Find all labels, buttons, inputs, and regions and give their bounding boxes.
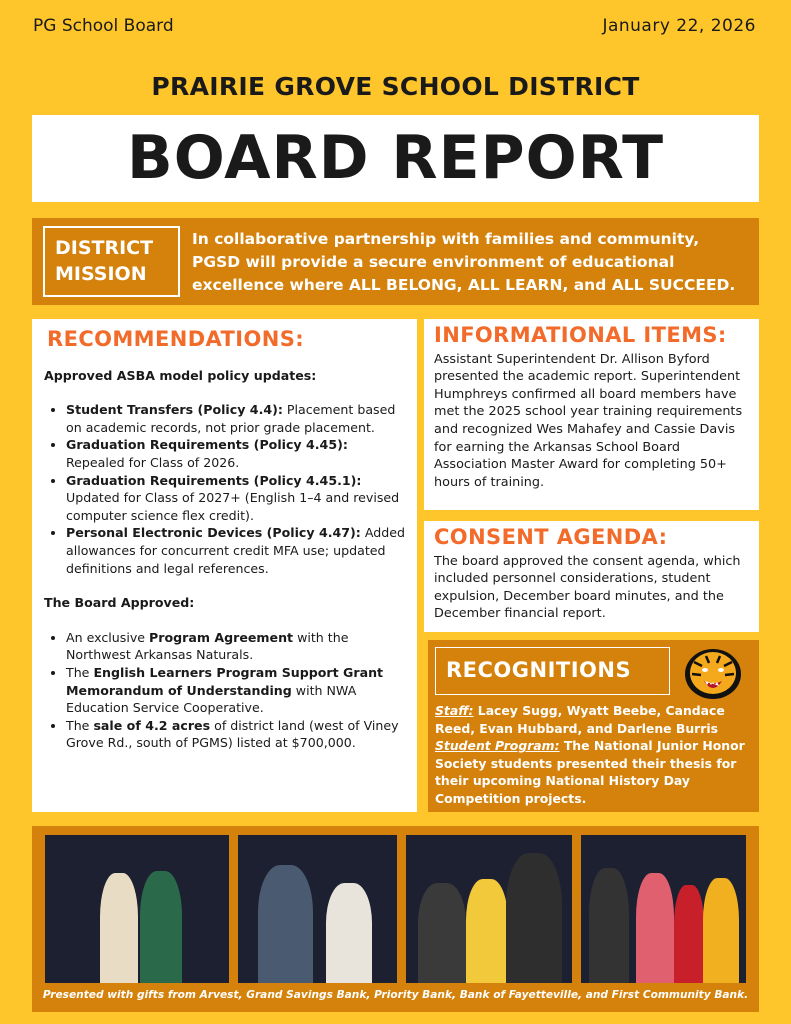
recognition-photo-2: [238, 835, 397, 983]
approved-item: [66, 664, 405, 717]
mission-text: In collaborative partnership with families and community, PGSD will provide a secure environment of educational excellence where ALL BELONG, ALL LEARN, and ALL SUCCEED.: [192, 230, 736, 294]
policy-heading: Approved ASBA model policy updates:: [44, 367, 317, 383]
consent-heading: CONSENT AGENDA:: [434, 525, 668, 549]
approved-post: with NWA Education Service Cooperative.: [66, 682, 357, 716]
tiger-mascot-icon: [684, 648, 742, 700]
informational-heading: INFORMATIONAL ITEMS:: [434, 323, 727, 347]
mission-label-line2: MISSION: [55, 263, 147, 285]
recognition-photo-1: [45, 835, 229, 983]
recognitions-panel: [428, 640, 759, 812]
recognitions-text: [435, 702, 755, 808]
approved-pre: The: [66, 717, 94, 733]
approved-pre: An exclusive: [66, 629, 150, 645]
approved-pre: The: [66, 664, 94, 680]
recommendations-heading: RECOMMENDATIONS:: [47, 327, 305, 351]
approved-heading: The Board Approved:: [44, 595, 195, 611]
consent-text: The board approved the consent agenda, which included personnel considerations, student expulsion, December board minutes, and the December financial report.: [434, 553, 741, 622]
policy-item: [66, 401, 405, 436]
mission-label-line1: DISTRICT: [55, 237, 154, 259]
policy-name: Personal Electronic Devices (Policy 4.47):: [66, 525, 361, 541]
policy-detail: Updated for Class of 2027+ (English 1–4 and revised computer science flex credit).: [66, 490, 400, 523]
photo-strip: [32, 826, 759, 1012]
report-date: January 22, 2026: [602, 16, 756, 36]
informational-text: Assistant Superintendent Dr. Allison Byford presented the academic report. Superintendent Humphreys confirmed all board members have met the 2025 school year training requirements and recognized Wes Mahafey and Cassie Davis for earning the Arkansas School Board Association Master Award for completing 50+ hours of training.: [434, 351, 743, 490]
approved-bold: sale of 4.2 acres: [93, 717, 211, 733]
policy-list: [66, 401, 405, 577]
policy-item: [66, 524, 405, 577]
informational-panel: [424, 319, 759, 510]
approved-bold: English Learners Program Support Grant Memorandum of Understanding: [66, 664, 384, 698]
policy-name: Student Transfers (Policy 4.4):: [66, 402, 283, 418]
staff-names: Lacey Sugg, Wyatt Beebe, Candace Reed, Evan Hubbard, and Darlene Burris: [435, 703, 725, 736]
district-name: PRAIRIE GROVE SCHOOL DISTRICT: [151, 72, 640, 101]
policy-item: [66, 472, 405, 525]
approved-item: [66, 717, 405, 752]
policy-name: Graduation Requirements (Policy 4.45):: [66, 437, 348, 453]
approved-item: [66, 629, 405, 664]
photo-caption: Presented with gifts from Arvest, Grand Savings Bank, Priority Bank, Bank of Fayetteville, and First Community Bank.: [42, 989, 749, 1001]
approved-list: [66, 629, 405, 752]
policy-detail: Added allowances for concurrent credit MFA use; updated definitions and legal references.: [66, 525, 405, 576]
org-name: PG School Board: [33, 16, 174, 36]
staff-label: Staff:: [435, 703, 474, 718]
recognition-photo-3: [406, 835, 572, 983]
mission-label: [43, 226, 180, 297]
page-title: BOARD REPORT: [126, 123, 665, 193]
policy-item: [66, 436, 405, 471]
recognitions-heading: RECOGNITIONS: [435, 647, 670, 695]
policy-detail: Repealed for Class of 2026.: [66, 454, 240, 470]
policy-detail: Placement based on academic records, not prior grade placement.: [66, 402, 396, 435]
recommendations-panel: [32, 319, 417, 812]
consent-panel: [424, 521, 759, 632]
approved-bold: Program Agreement: [149, 629, 294, 645]
approved-post: of district land (west of Viney Grove Rd., south of PGMS) listed at $700,000.: [66, 717, 399, 751]
title-banner: [32, 115, 759, 202]
recognition-photo-4: [581, 835, 746, 983]
program-text: The National Junior Honor Society students presented their thesis for their upcoming National History Day Competition projects.: [435, 738, 745, 806]
approved-post: with the Northwest Arkansas Naturals.: [66, 629, 349, 663]
program-label: Student Program:: [435, 738, 560, 754]
mission-banner: [32, 218, 759, 305]
policy-name: Graduation Requirements (Policy 4.45.1):: [66, 472, 362, 488]
